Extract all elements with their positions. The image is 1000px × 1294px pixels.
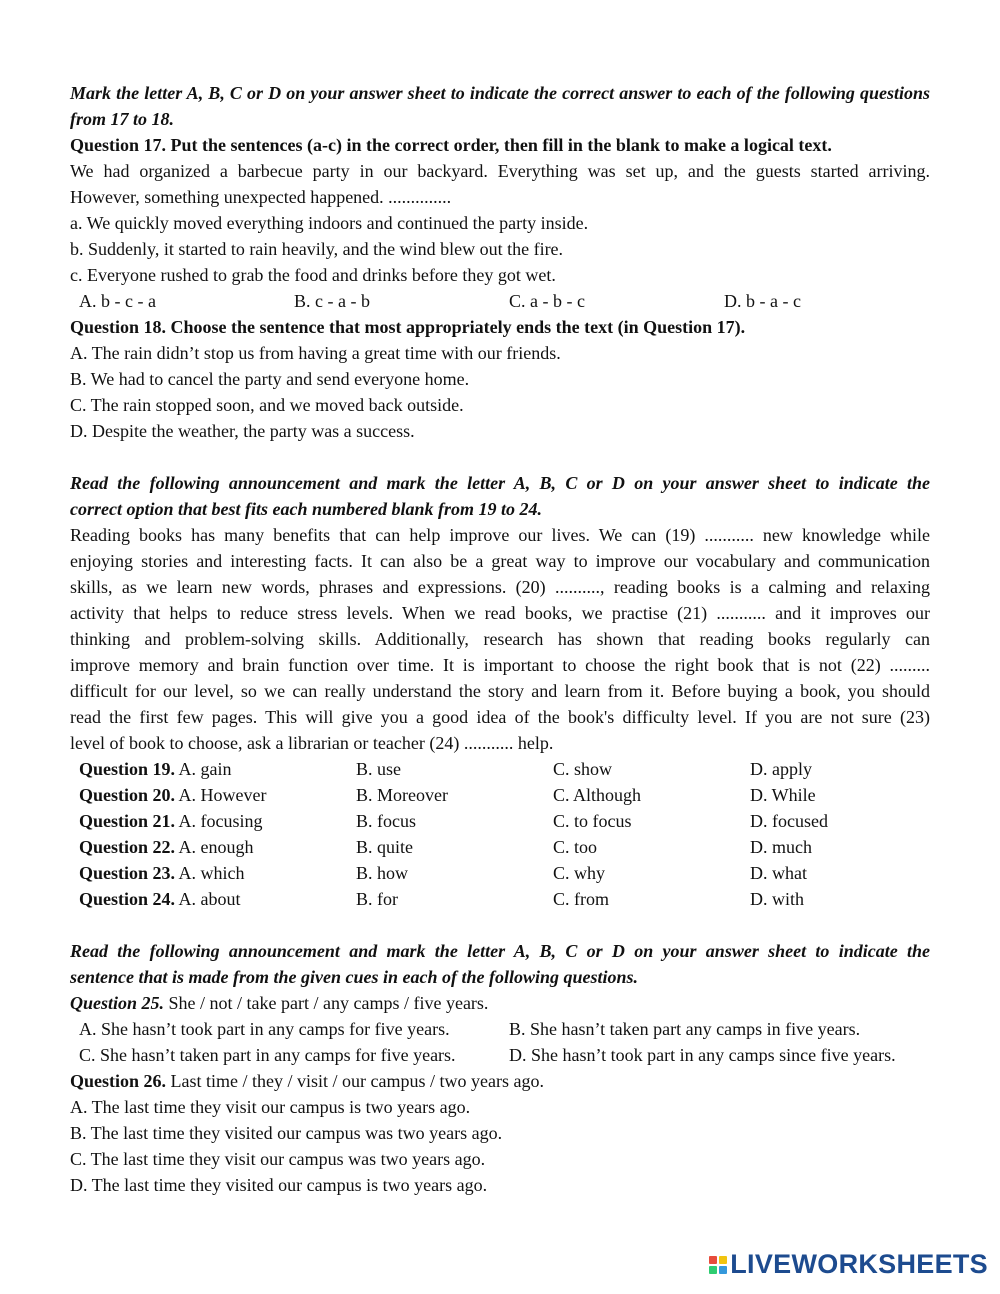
option-d[interactable]: D. much [750, 837, 812, 857]
q26-option-d[interactable]: D. The last time they visited our campus is two years ago. [70, 1175, 488, 1195]
option-a[interactable]: A. enough [178, 837, 254, 857]
option-a[interactable]: A. gain [178, 759, 232, 779]
question-row [70, 886, 930, 912]
question-label: Question 23. [79, 863, 176, 883]
liveworksheets-logo[interactable] [709, 1249, 988, 1280]
q17-option-d[interactable]: D. b - a - c [724, 291, 801, 311]
q25-option-b[interactable]: B. She hasn’t taken part any camps in five years. [509, 1019, 861, 1039]
passage-line: enjoying stories and interesting facts. It can also be a great way to improve our vocabulary and communication [70, 551, 930, 571]
question-label: Question 19. [79, 759, 176, 779]
q18-option-c[interactable]: C. The rain stopped soon, and we moved back outside. [70, 395, 464, 415]
worksheet-page [70, 80, 930, 1198]
option-a[interactable]: A. about [178, 889, 241, 909]
q17-sentence-a: a. We quickly moved everything indoors and continued the party inside. [70, 213, 589, 233]
q26-prompt [70, 1068, 930, 1094]
passage-line: activity that helps to reduce stress levels. When we read books, we practise (21) ........... and it improves our [70, 603, 930, 623]
option-d[interactable]: D. apply [750, 759, 812, 779]
option-c[interactable]: C. why [553, 863, 606, 883]
q18-option-a[interactable]: A. The rain didn’t stop us from having a great time with our friends. [70, 343, 561, 363]
q25-options-row2 [70, 1042, 930, 1068]
question-row [70, 834, 930, 860]
passage-line: thinking and problem-solving skills. Additionally, research has shown that reading books regularly can [70, 629, 930, 649]
option-b[interactable]: B. how [356, 863, 409, 883]
section3-instruction-line1: Read the following announcement and mark the letter A, B, C or D on your answer sheet to indicate the [70, 941, 930, 961]
option-a[interactable]: A. focusing [178, 811, 263, 831]
passage-line: difficult for our level, so we can really understand the story and learn from it. Before buying a book, you should [70, 681, 930, 701]
option-b[interactable]: B. Moreover [356, 785, 448, 805]
q26-label: Question 26. [70, 1071, 167, 1091]
option-a[interactable]: A. However [178, 785, 267, 805]
q17-options [70, 288, 930, 314]
passage-line: level of book to choose, ask a librarian or teacher (24) ........... help. [70, 733, 554, 753]
question-row [70, 782, 930, 808]
q18-option-b[interactable]: B. We had to cancel the party and send everyone home. [70, 369, 470, 389]
logo-text: LIVEWORKSHEETS [730, 1249, 988, 1279]
question-row [70, 756, 930, 782]
q17-option-a[interactable]: A. b - c - a [79, 291, 156, 311]
section1-instruction: Mark the letter A, B, C or D on your answer sheet to indicate the correct answer to each of the following questions from 17 to 18. [70, 83, 930, 129]
q25-option-a[interactable]: A. She hasn’t took part in any camps for five years. [79, 1019, 450, 1039]
option-b[interactable]: B. for [356, 889, 398, 909]
q25-prompt [70, 990, 930, 1016]
q26-option-c[interactable]: C. The last time they visit our campus was two years ago. [70, 1149, 486, 1169]
question-label: Question 21. [79, 811, 176, 831]
option-c[interactable]: C. from [553, 889, 609, 909]
option-c[interactable]: C. to focus [553, 811, 632, 831]
q17-text-line1: We had organized a barbecue party in our backyard. Everything was set up, and the guests started arriving. [70, 161, 930, 181]
option-c[interactable]: C. show [553, 759, 613, 779]
passage-line: skills, as we learn new words, phrases and expressions. (20) .........., reading books is a calming and relaxing [70, 577, 930, 597]
option-a[interactable]: A. which [178, 863, 245, 883]
question-label: Question 22. [79, 837, 176, 857]
q25-option-d[interactable]: D. She hasn’t took part in any camps since five years. [509, 1045, 896, 1065]
q25-option-c[interactable]: C. She hasn’t taken part in any camps for five years. [79, 1045, 456, 1065]
q26-cue: Last time / they / visit / our campus / two years ago. [170, 1071, 544, 1091]
q17-title: Question 17. Put the sentences (a-c) in the correct order, then fill in the blank to make a logical text. [70, 135, 832, 155]
q18-option-d[interactable]: D. Despite the weather, the party was a success. [70, 421, 415, 441]
option-c[interactable]: C. too [553, 837, 598, 857]
reading-passage [70, 522, 930, 756]
q17-sentence-b: b. Suddenly, it started to rain heavily, and the wind blew out the fire. [70, 239, 564, 259]
q26-option-b[interactable]: B. The last time they visited our campus was two years ago. [70, 1123, 503, 1143]
q25-options-row1 [70, 1016, 930, 1042]
option-c[interactable]: C. Although [553, 785, 642, 805]
option-d[interactable]: D. focused [750, 811, 828, 831]
q25-cue: She / not / take part / any camps / five years. [168, 993, 489, 1013]
q17-option-c[interactable]: C. a - b - c [509, 291, 585, 311]
section2-instruction-line1: Read the following announcement and mark the letter A, B, C or D on your answer sheet to indicate the [70, 473, 930, 493]
question-row [70, 808, 930, 834]
option-b[interactable]: B. quite [356, 837, 413, 857]
section2-instruction-line2: correct option that best fits each numbered blank from 19 to 24. [70, 499, 543, 519]
question-label: Question 20. [79, 785, 176, 805]
option-d[interactable]: D. with [750, 889, 804, 909]
section3-instruction-line2: sentence that is made from the given cues in each of the following questions. [70, 967, 639, 987]
option-b[interactable]: B. focus [356, 811, 416, 831]
passage-line: read the first few pages. This will give you a good idea of the book's difficulty level. If you are not sure (23) [70, 707, 930, 727]
blank-questions [70, 756, 930, 912]
option-d[interactable]: D. While [750, 785, 816, 805]
q18-title: Question 18. Choose the sentence that most appropriately ends the text (in Question 17). [70, 317, 746, 337]
q17-sentence-c: c. Everyone rushed to grab the food and drinks before they got wet. [70, 265, 556, 285]
passage-line: Reading books has many benefits that can help improve our lives. We can (19) ........... new knowledge while [70, 525, 930, 545]
passage-line: improve memory and brain function over time. It is important to choose the right book that is not (22) ......... [70, 655, 930, 675]
question-label: Question 24. [79, 889, 176, 909]
q26-option-a[interactable]: A. The last time they visit our campus is two years ago. [70, 1097, 471, 1117]
q17-option-b[interactable]: B. c - a - b [294, 291, 370, 311]
question-row [70, 860, 930, 886]
option-b[interactable]: B. use [356, 759, 401, 779]
option-d[interactable]: D. what [750, 863, 807, 883]
q25-label: Question 25. [70, 993, 165, 1013]
q17-text-line2: However, something unexpected happened. .............. [70, 187, 452, 207]
logo-icon [709, 1256, 727, 1274]
